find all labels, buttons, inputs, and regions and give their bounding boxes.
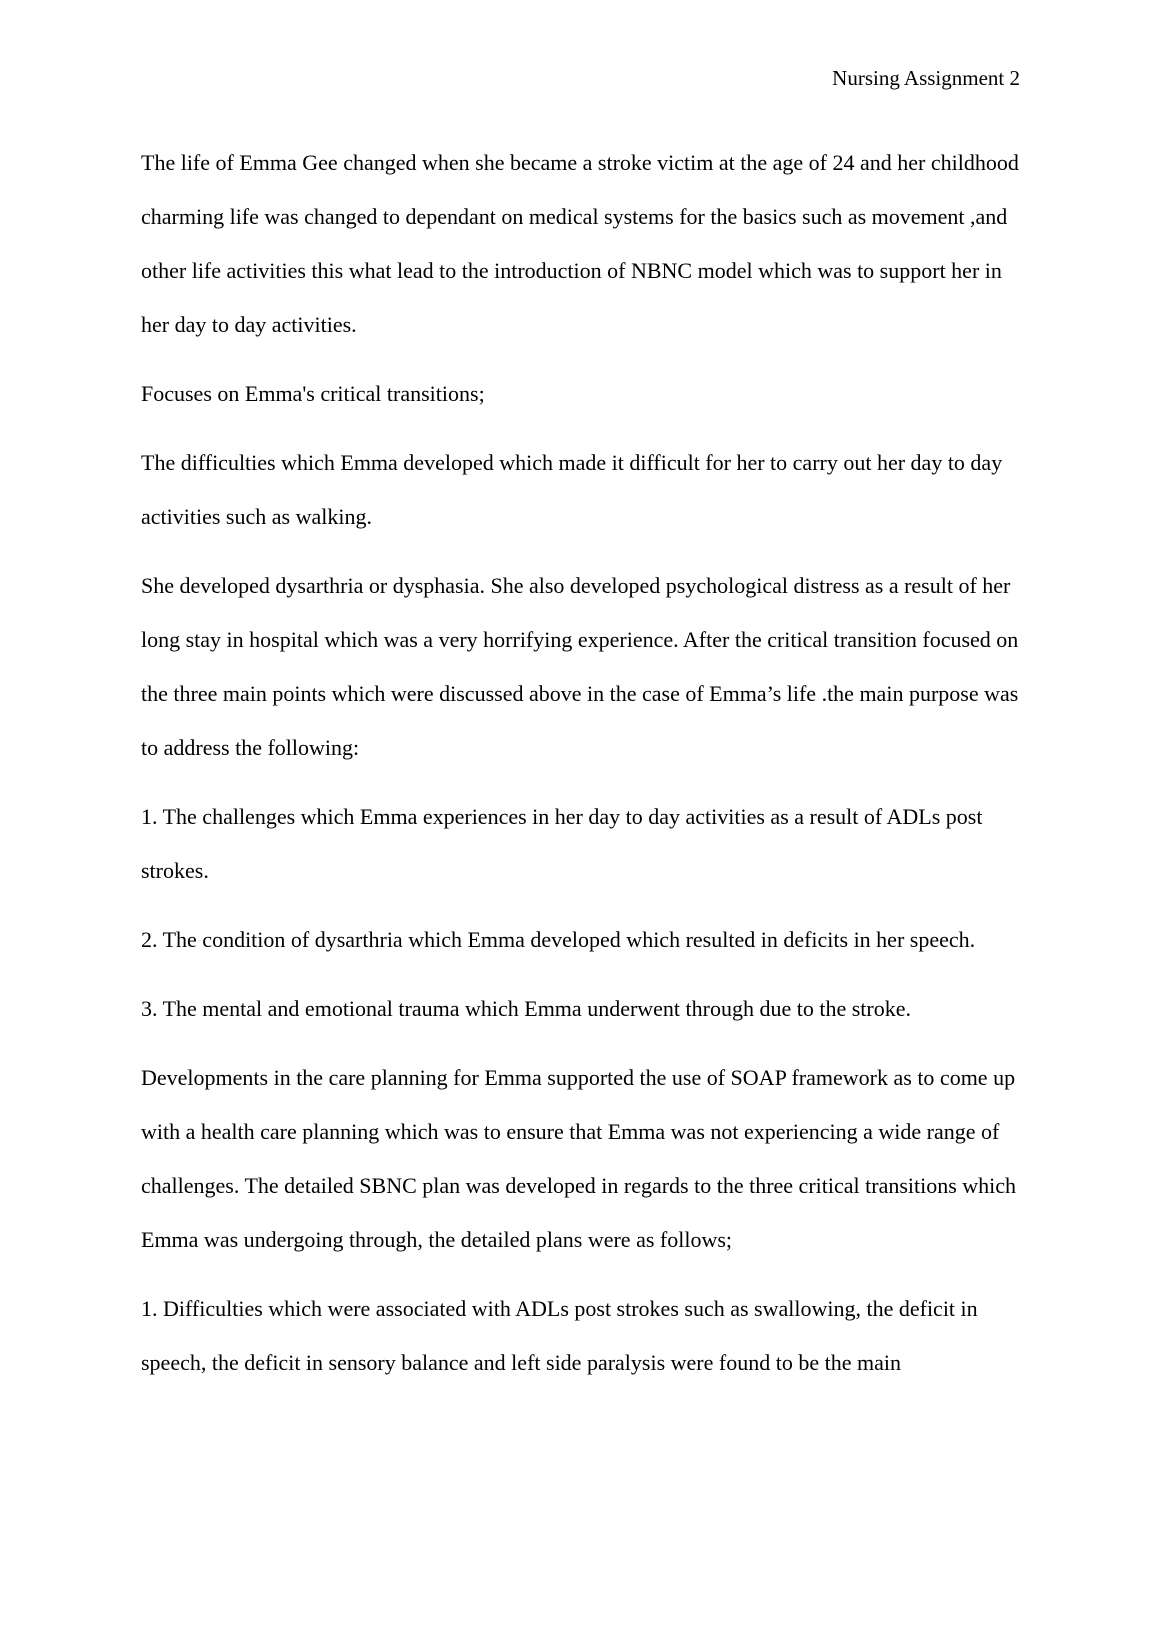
paragraph-difficulties: The difficulties which Emma developed which made it difficult for her to carry out her day to day activities such as walking. — [141, 450, 1003, 529]
paragraph-focus-heading: Focuses on Emma's critical transitions; — [141, 381, 485, 406]
running-head: Nursing Assignment 2 — [832, 66, 1020, 90]
paragraph-dysarthria: She developed dysarthria or dysphasia. She also developed psychological distress as a result of her long stay in hospital which was a very horrifying experience. After the critical transition focused on the three main points which were discussed above in the case of Emma’s life .the main purpose was to address the following: — [141, 573, 1019, 760]
paragraph-developments: Developments in the care planning for Emma supported the use of SOAP framework as to come up with a health care planning which was to ensure that Emma was not experiencing a wide range of challenges. The detailed SBNC plan was developed in regards to the three critical transitions which Emma was undergoing through, the detailed plans were as follows; — [141, 1065, 1017, 1252]
list-item-3: 3. The mental and emotional trauma which Emma underwent through due to the stroke. — [141, 996, 911, 1021]
paragraph-intro: The life of Emma Gee changed when she became a stroke victim at the age of 24 and her childhood charming life was changed to dependant on medical systems for the basics such as movement ,and other life activities this what lead to the introduction of NBNC model which was to support her in her day to day activities. — [141, 150, 1019, 337]
list-item-2: 2. The condition of dysarthria which Emma developed which resulted in deficits in her speech. — [141, 927, 976, 952]
document-body — [141, 136, 1030, 1405]
plan-item-1: 1. Difficulties which were associated with ADLs post strokes such as swallowing, the deficit in speech, the deficit in sensory balance and left side paralysis were found to be the main — [141, 1296, 978, 1375]
list-item-1: 1. The challenges which Emma experiences in her day to day activities as a result of ADLs post strokes. — [141, 804, 983, 883]
